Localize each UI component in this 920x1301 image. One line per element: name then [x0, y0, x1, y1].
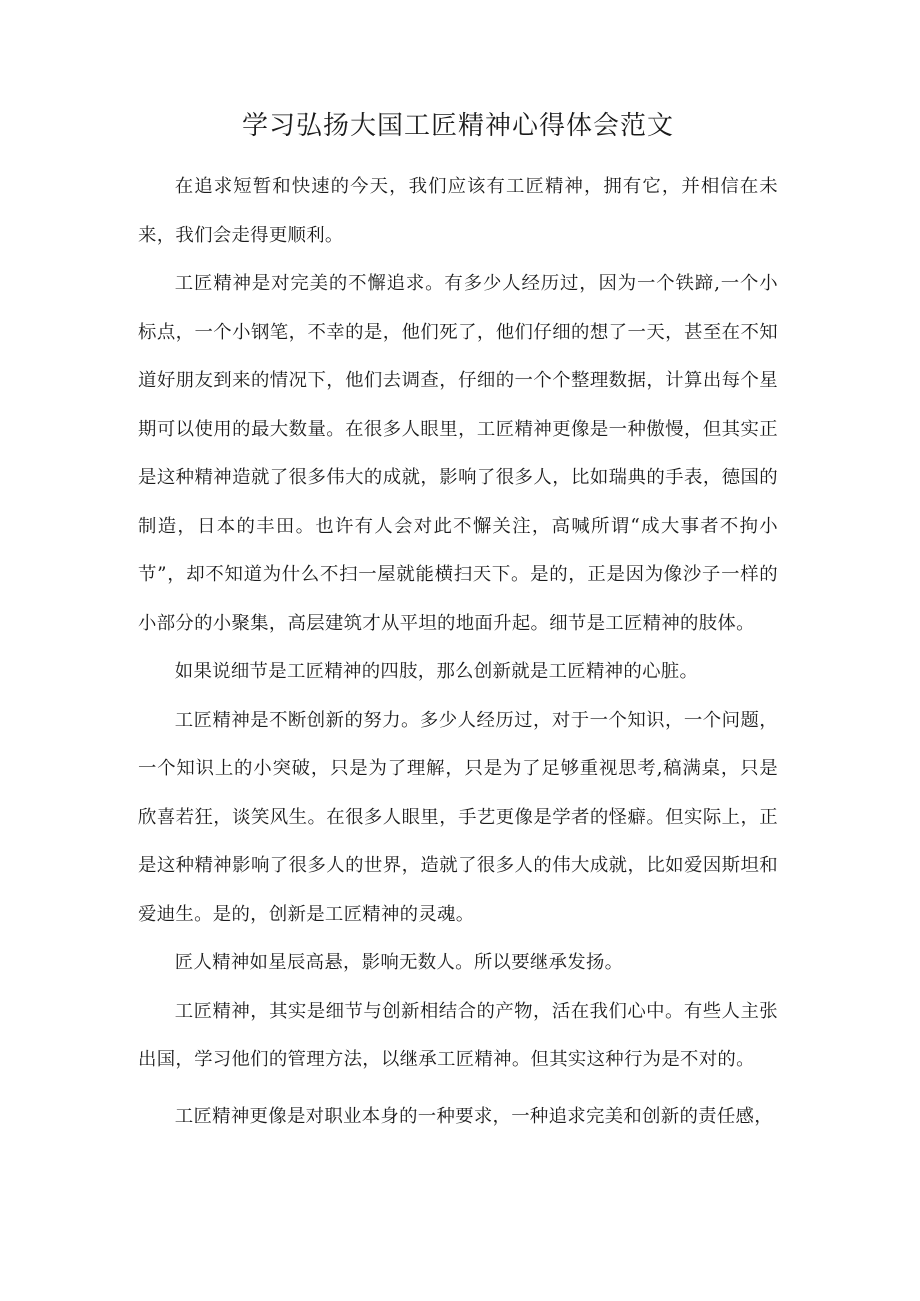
- document-title: 学习弘扬大国工匠精神心得体会范文: [241, 111, 674, 141]
- paragraph-intro: 在追求短暂和快速的今天，我们应该有工匠精神，拥有它，并相信在未来，我们会走得更顺利。: [138, 176, 778, 246]
- document-body: [138, 163, 778, 1141]
- paragraph-responsibility: 工匠精神更像是对职业本身的一种要求，一种追求完美和创新的责任感，: [174, 1105, 773, 1127]
- paragraph-innovation: 工匠精神是不断创新的努力。多少人经历过，对于一个知识，一个问题，一个知识上的小突破，只是为了理解，只是为了足够重视思考,稿满桌，只是欣喜若狂，谈笑风生。在很多人眼里，手艺更像是学者的怪癖。但实际上，正是这种精神影响了很多人的世界，造就了很多人的伟大成就，比如爱因斯坦和爱迪生。是的，创新是工匠精神的灵魂。: [138, 709, 778, 925]
- paragraph-detail: 工匠精神是对完美的不懈追求。有多少人经历过，因为一个铁蹄,一个小标点，一个小钢笔，不幸的是，他们死了，他们仔细的想了一天，甚至在不知道好朋友到来的情况下，他们去调查，仔细的一个个整理数据，计算出每个星期可以使用的最大数量。在很多人眼里，工匠精神更像是一种傲慢，但其实正是这种精神造就了很多伟大的成就，影响了很多人，比如瑞典的手表，德国的制造，日本的丰田。也许有人会对此不懈关注，高喊所谓“成大事者不拘小节”，却不知道为什么不扫一屋就能横扫天下。是的，正是因为像沙子一样的小部分的小聚集，高层建筑才从平坦的地面升起。细节是工匠精神的肢体。: [138, 273, 778, 634]
- paragraph-inheritance: 匠人精神如星辰高悬，影响无数人。所以要继承发扬。: [174, 952, 624, 973]
- paragraph-combination: 工匠精神，其实是细节与创新相结合的产物，活在我们心中。有些人主张出国，学习他们的管理方法，以继承工匠精神。但其实这种行为是不对的。: [138, 1000, 778, 1070]
- paragraph-transition: 如果说细节是工匠精神的四肢，那么创新就是工匠精神的心脏。: [174, 661, 699, 682]
